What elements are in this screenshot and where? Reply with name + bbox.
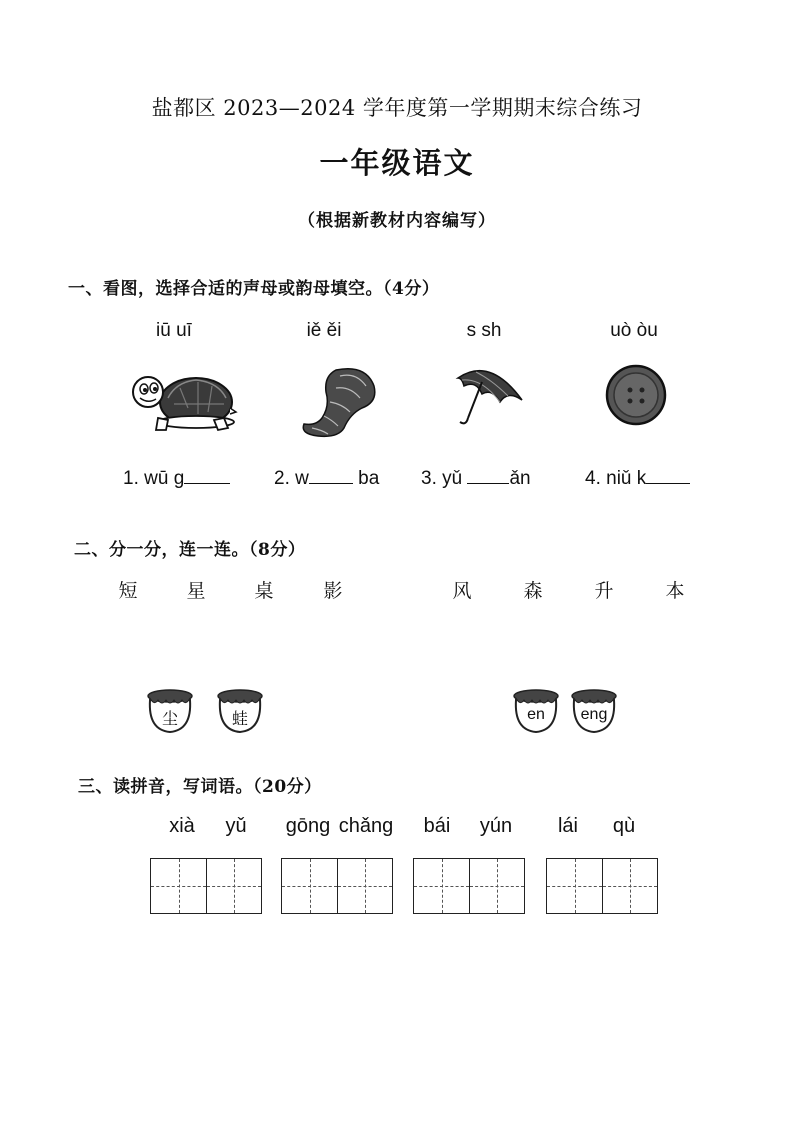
answer-blank-4[interactable] (646, 465, 690, 484)
section1-heading: 一、看图，选择合适的声母或韵母填空。（4分） (68, 279, 440, 299)
blank-item-4-prefix: 4. niǔ k (585, 468, 647, 489)
blank-item-3-suffix: ǎn (509, 468, 531, 489)
subject-title: 一年级语文 (319, 146, 475, 180)
tian-cell[interactable] (151, 859, 206, 913)
pinyin-syllable: yǔ (225, 815, 247, 837)
jar-en[interactable] (508, 686, 564, 739)
answer-blank-1[interactable] (184, 465, 230, 484)
right-char: 升 (594, 580, 614, 602)
jar-eng[interactable] (566, 686, 622, 739)
answer-blank-2[interactable] (309, 465, 353, 484)
jar-label: 蛙 (231, 709, 248, 728)
tian-cell[interactable] (469, 859, 524, 913)
left-char: 短 (118, 580, 138, 602)
answer-blank-3[interactable] (467, 465, 509, 484)
writing-grid-4 (546, 858, 658, 914)
right-char: 森 (523, 580, 543, 602)
tian-cell[interactable] (282, 859, 337, 913)
pinyin-syllable: yún (479, 815, 513, 837)
blank-item-2-suffix: ba (352, 468, 380, 489)
umbrella-icon (452, 360, 528, 428)
blank-item-3-prefix: 3. yǔ (421, 468, 468, 489)
blank-item-1-prefix: 1. wū g (123, 468, 185, 489)
pinyin-syllable: gōng (285, 815, 331, 837)
button-icon (604, 363, 668, 427)
edition-note: （根据新教材内容编写） (298, 211, 496, 231)
left-char: 影 (323, 580, 343, 602)
tian-cell[interactable] (337, 859, 392, 913)
writing-grid-3 (413, 858, 525, 914)
tian-cell[interactable] (414, 859, 469, 913)
pinyin-syllable: lái (557, 815, 578, 837)
jar-wa[interactable] (212, 686, 268, 739)
option-pair-1: iū uī (156, 320, 192, 341)
jar-chen[interactable] (142, 686, 198, 739)
blank-item-2-prefix: 2. w (274, 468, 309, 489)
pinyin-syllable: xià (169, 815, 195, 837)
tian-cell[interactable] (602, 859, 657, 913)
blank-item-2 (274, 465, 379, 490)
pinyin-syllable: bái (423, 815, 451, 837)
jar-label: eng (580, 706, 608, 723)
section3-heading: 三、读拼音，写词语。（20分） (78, 777, 322, 797)
left-char: 桌 (254, 580, 274, 602)
right-char: 本 (665, 580, 685, 602)
option-pair-2: iě ěi (306, 320, 342, 341)
jar-label: en (527, 706, 545, 723)
pinyin-syllable: qù (612, 815, 636, 837)
tail-icon (296, 362, 380, 440)
tian-cell[interactable] (206, 859, 261, 913)
blank-item-1 (123, 465, 230, 490)
section2-heading: 二、分一分，连一连。（8分） (74, 540, 306, 560)
option-pair-3: s sh (466, 320, 502, 341)
left-char: 星 (186, 580, 206, 602)
writing-grid-1 (150, 858, 262, 914)
right-char: 风 (452, 580, 472, 602)
writing-grid-2 (281, 858, 393, 914)
turtle-icon (128, 368, 238, 436)
blank-item-3 (421, 465, 531, 490)
jar-label: 尘 (161, 709, 178, 728)
blank-item-4 (585, 465, 690, 490)
option-pair-4: uò òu (610, 320, 658, 341)
exam-title: 盐都区 2023—2024 学年度第一学期期末综合练习 (151, 96, 643, 120)
pinyin-syllable: chǎng (338, 815, 394, 837)
tian-cell[interactable] (547, 859, 602, 913)
